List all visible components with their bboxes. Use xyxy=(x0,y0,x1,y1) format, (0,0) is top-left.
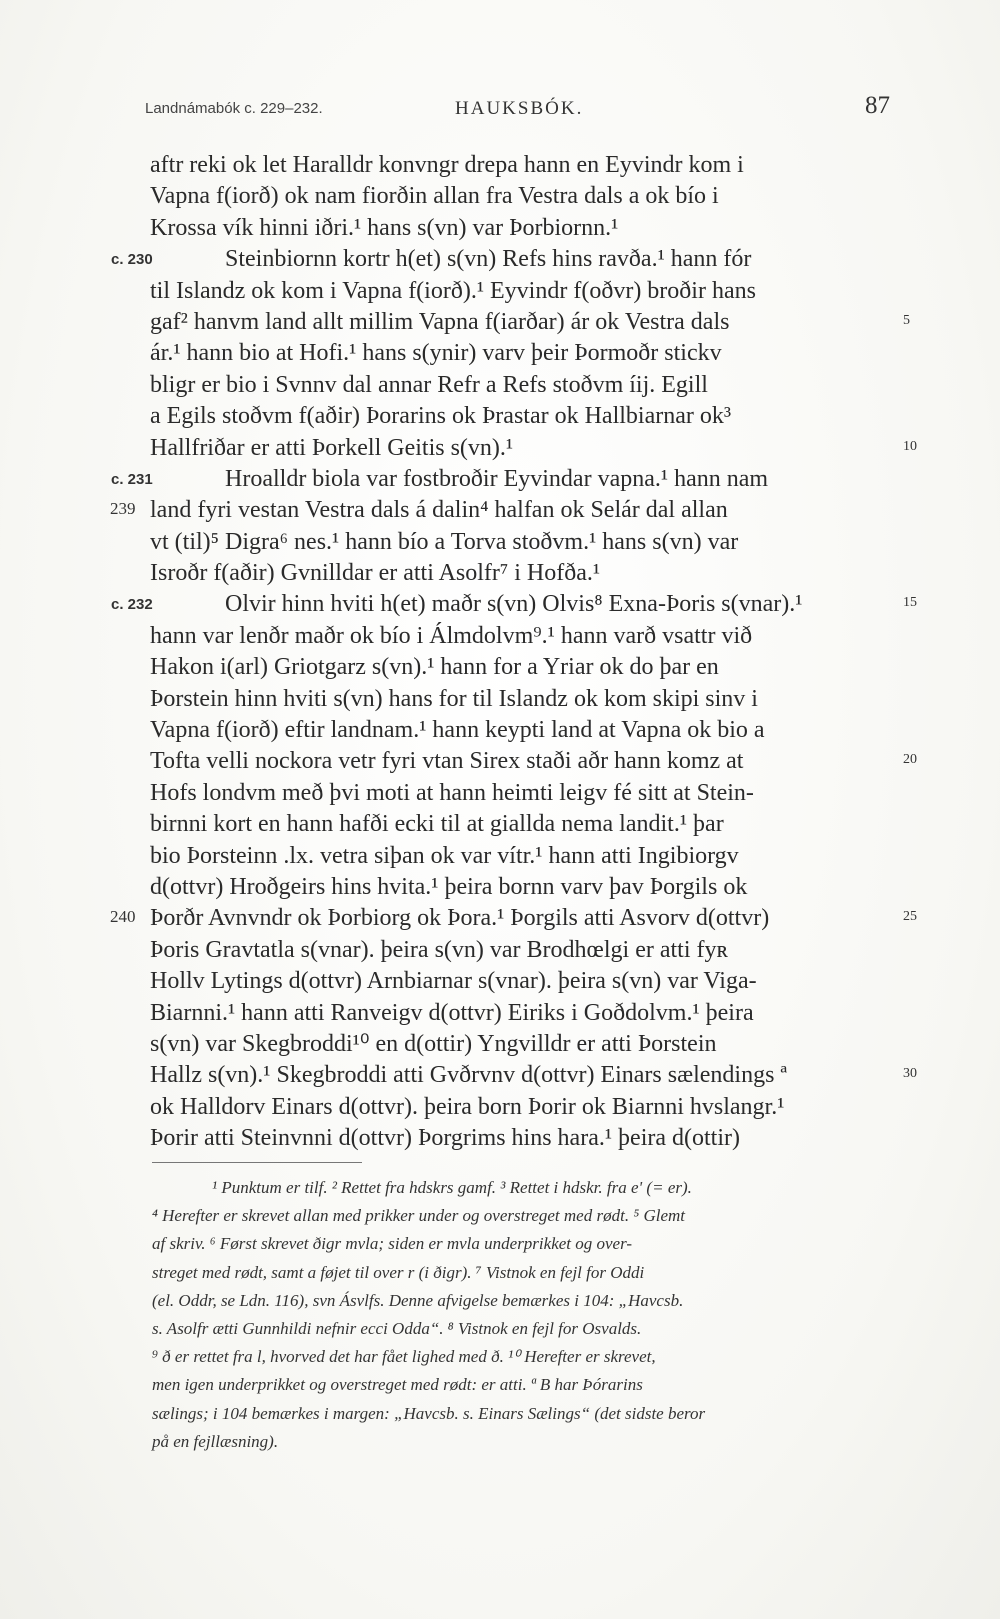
text-line xyxy=(150,338,895,369)
text-line xyxy=(150,433,917,464)
text-line-content: Þorstein hinn hviti s(vn) hans for til Islandz ok kom skipi sinv i xyxy=(150,685,758,712)
chapter-marker: c. 230 xyxy=(111,251,153,269)
text-line xyxy=(110,495,895,526)
header-title: HAUKSBÓK. xyxy=(455,98,584,119)
text-line-content: Hofs londvm með þvi moti at hann heimti leigv fé sitt at Stein- xyxy=(150,779,754,806)
line-number: 15 xyxy=(903,595,917,611)
text-line xyxy=(150,778,895,809)
text-line-content: Vapna f(iorð) eftir landnam.¹ hann keypti land at Vapna ok bio a xyxy=(150,717,765,744)
line-number: 20 xyxy=(903,752,917,768)
text-line xyxy=(111,589,917,620)
text-line xyxy=(150,276,895,307)
text-line-content: vt (til)⁵ Digra⁶ nes.¹ hann bío a Torva stoðvm.¹ hans s(vn) var xyxy=(150,528,739,555)
text-line-content: Þorðr Avnvndr ok Þorbiorg ok Þora.¹ Þorgils atti Asvorv d(ottvr) xyxy=(150,905,770,932)
text-line xyxy=(150,527,895,558)
text-line-content: aftr reki ok let Haralldr konvngr drepa hann en Eyvindr kom i xyxy=(150,152,744,178)
text-line xyxy=(150,652,895,683)
text-line-content: Hollv Lytings d(ottvr) Arnbiarnar s(vnar). þeira s(vn) var Viga- xyxy=(150,968,757,995)
text-line xyxy=(150,1123,895,1154)
text-line-content: Hallz s(vn).¹ Skegbroddi atti Gvðrvnv d(ottvr) Einars sælendings ª xyxy=(150,1062,788,1089)
text-line xyxy=(150,1092,895,1123)
line-number: 5 xyxy=(903,312,910,328)
footnote-line: streget med rødt, samt a føjet til over r (i ðigr). ⁷ Vistnok en fejl for Oddi xyxy=(152,1262,645,1282)
text-line-content: ár.¹ hann bio at Hofi.¹ hans s(ynir) varv þeir Þormoðr stickv xyxy=(150,340,722,367)
footnote-line: s. Asolfr ætti Gunnhildi nefnir ecci Odda“. ⁸ Vistnok en fejl for Osvalds. xyxy=(152,1318,642,1338)
text-line xyxy=(150,1060,917,1091)
line-number: 30 xyxy=(903,1066,917,1082)
line-number: 10 xyxy=(903,438,917,454)
text-line xyxy=(110,903,917,934)
text-line xyxy=(150,746,917,777)
page-number: 87 xyxy=(865,92,890,119)
line-number: 25 xyxy=(903,909,917,925)
header-section-reference: Landnámabók c. 229–232. xyxy=(145,100,323,117)
chapter-marker: c. 232 xyxy=(111,596,153,614)
text-line-content: Hallfriðar er atti Þorkell Geitis s(vn).¹ xyxy=(150,434,514,461)
text-line-content: birnni kort en hann hafði ecki til at giallda nema landit.¹ þar xyxy=(150,811,724,838)
text-line xyxy=(150,621,895,652)
text-line xyxy=(150,307,910,338)
text-line xyxy=(150,935,895,966)
text-line xyxy=(150,684,895,715)
footnotes xyxy=(152,1174,897,1456)
text-line-content: Þorir atti Steinvnni d(ottvr) Þorgrims hins hara.¹ þeira d(ottir) xyxy=(150,1125,740,1152)
footnote-line: ¹ Punktum er tilf. ² Rettet fra hdskrs gamf. ³ Rettet i hdskr. fra e' (= er). xyxy=(212,1178,692,1197)
text-line xyxy=(150,966,895,997)
footnote-line: på en fejllæsning). xyxy=(152,1431,279,1451)
text-line-content: Olvir hinn hviti h(et) maðr s(vn) Olvis⁸ Exna-Þoris s(vnar).¹ xyxy=(225,591,803,618)
text-line xyxy=(111,244,895,275)
text-line-content: land fyri vestan Vestra dals á dalin⁴ halfan ok Selár dal allan xyxy=(150,497,728,524)
text-line-content: s(vn) var Skegbroddi¹⁰ en d(ottir) Yngvilldr er atti Þorstein xyxy=(150,1030,717,1057)
main-text xyxy=(110,150,917,1155)
text-line-content: Steinbiornn kortr h(et) s(vn) Refs hins ravða.¹ hann fór xyxy=(225,246,752,273)
text-line xyxy=(150,401,895,432)
footnote-line: ⁴ Herefter er skrevet allan med prikker under og overstreget med rødt. ⁵ Glemt xyxy=(152,1206,686,1226)
footnote-line: af skriv. ⁶ Først skrevet ðigr mvla; siden er mvla underprikket og over- xyxy=(152,1234,633,1254)
text-line-content: Hakon i(arl) Griotgarz s(vn).¹ hann for a Yriar ok do þar en xyxy=(150,654,719,681)
text-line-content: Hroalldr biola var fostbroðir Eyvindar vapna.¹ hann nam xyxy=(225,465,769,492)
text-line-content: Vapna f(iorð) ok nam fiorðin allan fra Vestra dals a ok bío i xyxy=(150,183,719,210)
text-line-content: Krossa vík hinni iðri.¹ hans s(vn) var Þorbiornn.¹ xyxy=(150,214,619,241)
text-line-content: a Egils stoðvm f(aðir) Þorarins ok Þrastar ok Hallbiarnar ok³ xyxy=(150,403,732,430)
manuscript-page-marker: 239 xyxy=(110,499,136,519)
footnote-line: sælings; i 104 bemærkes i margen: „Havcsb. s. Einars Sælings“ (det sidste beror xyxy=(152,1403,706,1423)
footnote-line: (el. Oddr, se Ldn. 116), svn Ásvlfs. Denne afvigelse bemærkes i 104: „Havcsb. xyxy=(152,1290,684,1310)
text-line-content: Þoris Gravtatla s(vnar). þeira s(vn) var Brodhœlgi er atti fyʀ xyxy=(150,936,729,963)
text-line-content: bio Þorsteinn .lx. vetra siþan ok var vítr.¹ hann atti Ingibiorgv xyxy=(150,842,739,869)
text-line-content: bligr er bio i Svnnv dal annar Refr a Refs stoðvm íij. Egill xyxy=(150,371,708,398)
text-line-content: Isroðr f(aðir) Gvnilldar er atti Asolfr⁷ i Hofða.¹ xyxy=(150,560,601,587)
text-line xyxy=(111,464,895,495)
text-line xyxy=(150,841,895,872)
text-line-content: Tofta velli nockora vetr fyri vtan Sirex staði aðr hann komz at xyxy=(150,748,744,775)
running-header xyxy=(145,88,890,128)
text-line xyxy=(150,872,895,903)
text-line xyxy=(150,998,895,1029)
text-line xyxy=(150,370,895,401)
text-line-content: hann var lenðr maðr ok bío i Álmdolvm⁹.¹ hann varð vsattr við xyxy=(150,622,753,649)
text-line xyxy=(150,558,895,589)
manuscript-page-marker: 240 xyxy=(110,907,136,927)
text-line-content: ok Halldorv Einars d(ottvr). þeira born Þorir ok Biarnni hvslangr.¹ xyxy=(150,1093,785,1120)
text-line xyxy=(150,181,895,212)
footnote-divider xyxy=(152,1162,362,1163)
footnote-line: ⁹ ð er rettet fra l, hvorved det har fået lighed med ð. ¹⁰ Herefter er skrevet, xyxy=(152,1347,656,1367)
text-line-content: Biarnni.¹ hann atti Ranveigv d(ottvr) Eiriks i Goðdolvm.¹ þeira xyxy=(150,999,754,1026)
text-line xyxy=(150,150,895,181)
text-line xyxy=(150,809,895,840)
text-line-content: til Islandz ok kom i Vapna f(iorð).¹ Eyvindr f(oðvr) broðir hans xyxy=(150,277,756,304)
text-line-content: gaf² hanvm land allt millim Vapna f(iarðar) ár ok Vestra dals xyxy=(150,308,730,335)
text-line xyxy=(150,213,895,244)
text-line xyxy=(150,715,895,746)
text-line-content: d(ottvr) Hroðgeirs hins hvita.¹ þeira bornn varv þav Þorgils ok xyxy=(150,873,748,900)
footnote-line: men igen underprikket og overstreget med rødt: er atti. ª B har Þórarins xyxy=(152,1375,643,1395)
chapter-marker: c. 231 xyxy=(111,470,153,488)
text-line xyxy=(150,1029,895,1060)
